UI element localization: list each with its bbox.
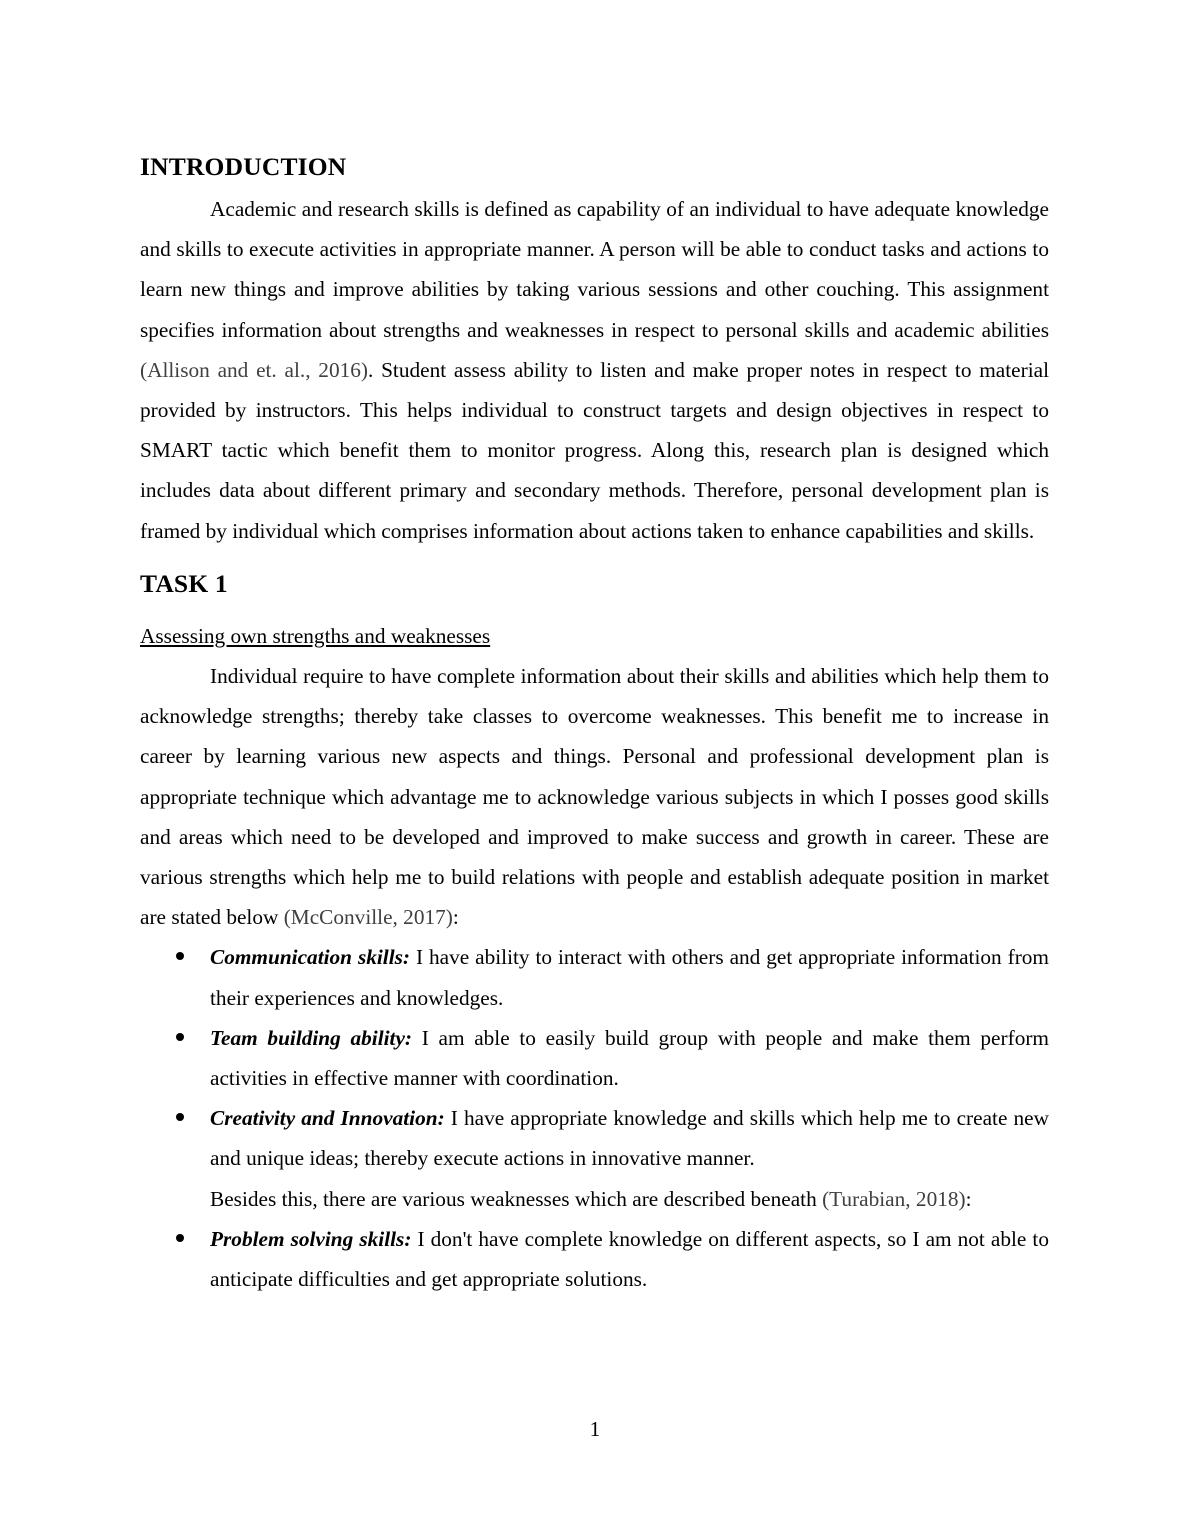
strength-term: Communication skills: (210, 945, 411, 970)
weaknesses-list (140, 1219, 1049, 1299)
citation-mcconville: (McConville, 2017) (283, 905, 453, 930)
task1-text-part-2: : (452, 905, 459, 930)
introduction-heading: INTRODUCTION (140, 152, 347, 181)
list-item (140, 1018, 1049, 1098)
strengths-weaknesses-subheading: Assessing own strengths and weaknesses (140, 623, 491, 648)
bullet-icon (176, 1234, 184, 1242)
introduction-text-part-1: Academic and research skills is defined as capability of an individual to have adequate knowledge and skills to execute activities in appropriate manner. A person will be able to conduct tasks and actions to learn new things and improve abilities by taking various sessions and other couching. This assignment specifies information about strengths and weaknesses in respect to personal skills and academic abilities (140, 197, 1049, 342)
strength-text: I am able to easily build group with people and make them perform activities in effective manner with coordination. (210, 1025, 1049, 1091)
strength-text: I have appropriate knowledge and skills which help me to create new and unique ideas; thereby execute actions in innovative manner. (210, 1106, 1049, 1171)
bullet-icon (176, 952, 184, 960)
bullet-icon (176, 1033, 184, 1041)
strength-term: Creativity and Innovation: (210, 1106, 445, 1131)
weakness-term: Problem solving skills: (210, 1226, 412, 1251)
weaknesses-intro (140, 1179, 1049, 1219)
task1-heading: TASK 1 (140, 568, 228, 598)
document-page (140, 148, 1049, 1299)
citation-turabian: (Turabian, 2018) (822, 1186, 966, 1211)
strength-text: I have ability to interact with others and get appropriate information from their experiences and knowledges. (210, 945, 1049, 1010)
weaknesses-intro-text: Besides this, there are various weaknesses which are described beneath (210, 1186, 823, 1211)
introduction-paragraph (140, 189, 1049, 551)
weakness-text: I don't have complete knowledge on different aspects, so I am not able to anticipate difficulties and get appropriate solutions. (210, 1226, 1049, 1292)
strengths-list (140, 937, 1049, 1178)
citation-allison: (Allison and et. al., 2016) (140, 357, 368, 382)
task1-paragraph (140, 656, 1049, 937)
bullet-icon (176, 1113, 184, 1121)
page-number: 1 (589, 1417, 601, 1441)
list-item (140, 1219, 1049, 1299)
list-item (140, 1098, 1049, 1178)
weaknesses-intro-end: : (965, 1186, 972, 1211)
introduction-text-part-2: . Student assess ability to listen and make proper notes in respect to material provided by instructors. This helps individual to construct targets and design objectives in respect to SMART tactic which benefit them to monitor progress. Along this, research plan is designed which includes data about different primary and secondary methods. Therefore, personal development plan is framed by individual which comprises information about actions taken to enhance capabilities and skills. (140, 357, 1049, 543)
strength-term: Team building ability: (210, 1025, 413, 1050)
list-item (140, 937, 1049, 1017)
task1-text-part-1: Individual require to have complete information about their skills and abilities which help them to acknowledge strengths; thereby take classes to overcome weaknesses. This benefit me to increase in career by learning various new aspects and things. Personal and professional development plan is appropriate technique which advantage me to acknowledge various subjects in which I posses good skills and areas which need to be developed and improved to make success and growth in career. These are various strengths which help me to build relations with people and establish adequate position in market are stated below (140, 664, 1049, 930)
